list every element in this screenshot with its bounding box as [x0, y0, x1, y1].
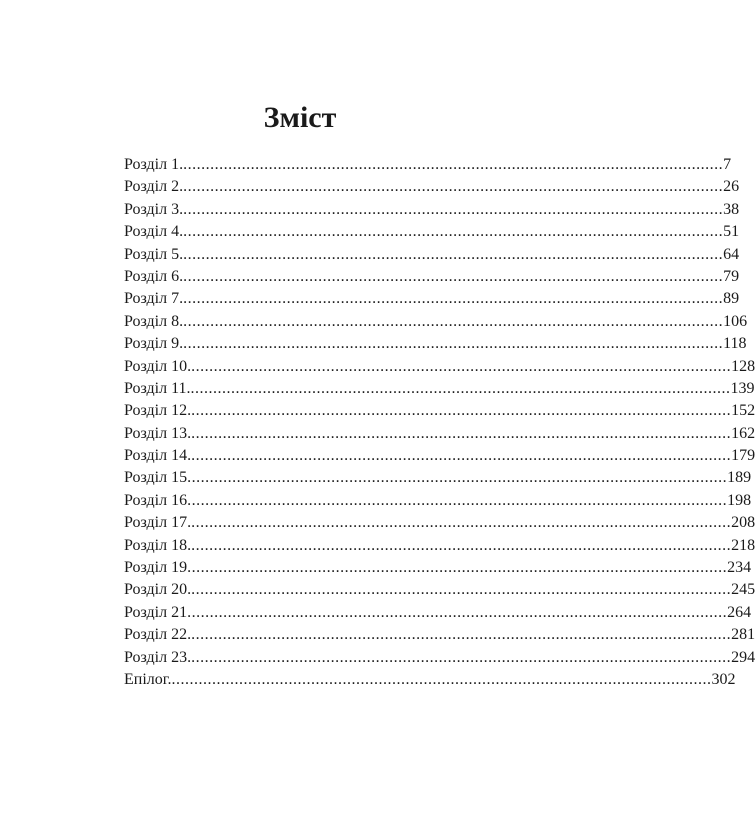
dot-leader: ........................................................................................................................: [183, 245, 724, 263]
toc-entry-label: Розділ 7.: [124, 290, 184, 308]
toc-entry-page: 162: [731, 424, 755, 442]
toc-entry: [124, 445, 755, 467]
toc-entry-label: Розділ 3.: [124, 200, 184, 218]
page-title: Зміст: [263, 101, 337, 134]
toc-entry: [124, 467, 752, 489]
dot-leader: ........................................................................................................................: [187, 559, 728, 577]
toc-entry: [124, 400, 755, 422]
table-of-contents: [124, 154, 755, 691]
toc-entry-page: 51: [723, 223, 740, 241]
dot-leader: ........................................................................................................................: [191, 626, 732, 644]
toc-entry-page: 38: [723, 200, 740, 218]
toc-entry: [124, 221, 740, 243]
toc-entry: [124, 333, 747, 355]
toc-entry-page: 281: [731, 626, 755, 644]
toc-entry-page: 26: [723, 178, 740, 196]
toc-entry-page: 139: [730, 379, 755, 397]
dot-leader: ........................................................................................................................: [190, 379, 731, 397]
toc-entry-page: 106: [723, 312, 748, 330]
dot-leader: ........................................................................................................................: [183, 178, 724, 196]
toc-entry-page: 179: [731, 447, 755, 465]
dot-leader: ........................................................................................................................: [191, 357, 732, 375]
dot-leader: ........................................................................................................................: [187, 491, 728, 509]
toc-entry: [124, 176, 740, 198]
dot-leader: ........................................................................................................................: [183, 312, 724, 330]
toc-entry-page: 7: [723, 156, 732, 173]
toc-entry-page: 152: [731, 402, 755, 420]
toc-entry-page: 294: [731, 648, 755, 666]
dot-leader: ........................................................................................................................: [183, 335, 724, 353]
toc-entry: [124, 535, 755, 557]
toc-entry-label: Розділ 14.: [124, 447, 192, 465]
toc-entry-label: Розділ 15: [124, 469, 188, 487]
toc-entry: [124, 356, 755, 378]
toc-entry: [124, 557, 752, 579]
toc-entry: [124, 669, 736, 691]
dot-leader: ........................................................................................................................: [191, 424, 732, 442]
toc-entry: [124, 490, 752, 512]
dot-leader: ........................................................................................................................: [191, 447, 732, 465]
toc-entry-label: Розділ 4.: [124, 223, 184, 241]
toc-entry-label: Розділ 21: [124, 603, 188, 621]
toc-entry: [124, 624, 755, 646]
dot-leader: ........................................................................................................................: [183, 156, 724, 173]
toc-entry: [124, 154, 732, 176]
toc-entry-page: 198: [727, 491, 752, 509]
toc-entry: [124, 647, 755, 669]
toc-entry-page: 218: [731, 536, 755, 554]
toc-entry-label: Розділ 23.: [124, 648, 192, 666]
dot-leader: ........................................................................................................................: [171, 670, 712, 688]
toc-entry: [124, 288, 740, 310]
dot-leader: ........................................................................................................................: [191, 581, 732, 599]
toc-entry-page: 245: [731, 581, 755, 599]
toc-entry-label: Розділ 11.: [124, 379, 191, 397]
toc-entry-label: Розділ 10.: [124, 357, 192, 375]
dot-leader: ........................................................................................................................: [183, 290, 724, 308]
toc-entry-page: 128: [731, 357, 755, 375]
toc-entry: [124, 244, 740, 266]
toc-entry-label: Розділ 1.: [124, 156, 184, 173]
toc-entry-label: Розділ 17.: [124, 514, 192, 532]
dot-leader: ........................................................................................................................: [187, 469, 728, 487]
dot-leader: ........................................................................................................................: [183, 200, 724, 218]
toc-entry: [124, 602, 752, 624]
toc-entry-label: Розділ 12.: [124, 402, 192, 420]
toc-entry-label: Розділ 20.: [124, 581, 192, 599]
dot-leader: ........................................................................................................................: [183, 267, 724, 285]
toc-entry: [124, 378, 755, 400]
toc-entry-page: 118: [723, 335, 747, 353]
toc-entry-label: Розділ 6.: [124, 267, 184, 285]
toc-entry-label: Розділ 13.: [124, 424, 192, 442]
toc-entry-label: Розділ 8.: [124, 312, 184, 330]
toc-entry-label: Розділ 22.: [124, 626, 192, 644]
toc-entry: [124, 579, 755, 601]
dot-leader: ........................................................................................................................: [191, 514, 732, 532]
dot-leader: ........................................................................................................................: [191, 402, 732, 420]
toc-entry: [124, 266, 740, 288]
toc-entry-label: Розділ 18.: [124, 536, 192, 554]
toc-entry-label: Розділ 16: [124, 491, 188, 509]
toc-entry-label: Розділ 2.: [124, 178, 184, 196]
dot-leader: ........................................................................................................................: [191, 648, 732, 666]
toc-entry-label: Розділ 5.: [124, 245, 184, 263]
toc-entry-page: 189: [727, 469, 752, 487]
toc-entry-page: 64: [723, 245, 740, 263]
toc-entry-page: 302: [711, 670, 736, 688]
dot-leader: ........................................................................................................................: [191, 536, 732, 554]
toc-entry: [124, 512, 755, 534]
toc-entry-page: 234: [727, 559, 752, 577]
toc-entry-label: Розділ 19: [124, 559, 188, 577]
toc-entry-page: 79: [723, 267, 740, 285]
toc-entry-page: 264: [727, 603, 752, 621]
toc-entry-page: 89: [723, 290, 740, 308]
toc-entry: [124, 423, 755, 445]
toc-entry-label: Епілог.: [124, 670, 172, 688]
toc-entry-label: Розділ 9.: [124, 335, 184, 353]
toc-entry: [124, 199, 740, 221]
dot-leader: ........................................................................................................................: [187, 603, 728, 621]
toc-entry: [124, 311, 748, 333]
dot-leader: ........................................................................................................................: [183, 223, 724, 241]
toc-entry-page: 208: [731, 514, 755, 532]
